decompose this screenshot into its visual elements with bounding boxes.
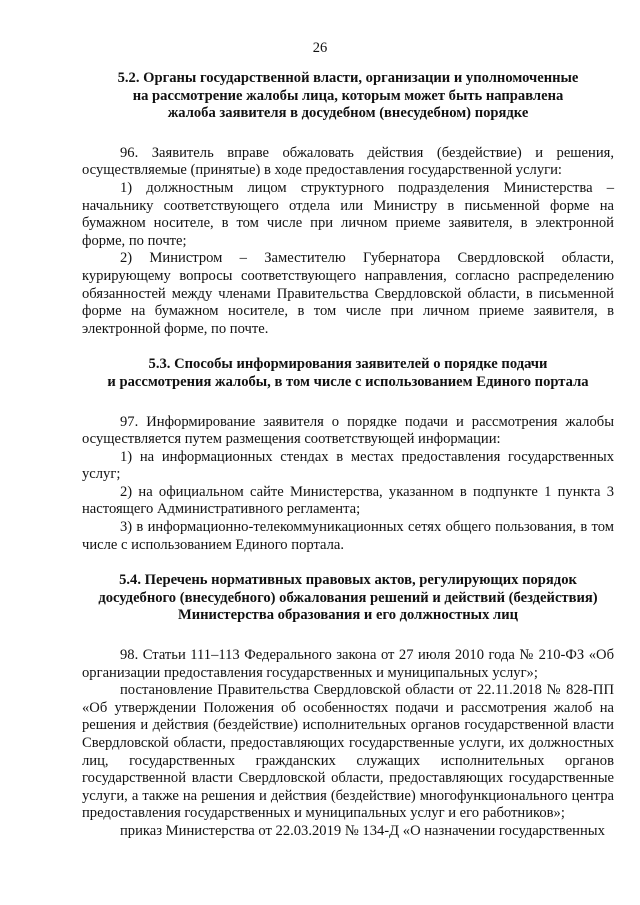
section-heading-5-2	[82, 70, 614, 123]
paragraph: 1) на информационных стендах в местах предоставления государственных услуг;	[82, 448, 614, 483]
section-heading-5-3	[82, 356, 614, 391]
heading-line: 5.4. Перечень нормативных правовых актов, регулирующих порядок	[119, 572, 577, 589]
paragraph: 96. Заявитель вправе обжаловать действия (бездействие) и решения, осуществляемые (принятые) в ходе предоставления государственной услуги:	[82, 144, 614, 179]
paragraph: 1) должностным лицом структурного подразделения Министерства – начальнику соответствующего отдела или Министру в письменной форме на бумажном носителе, в том числе при личном приеме заявителя, в электронной форме, по почте;	[82, 179, 614, 249]
heading-line: досудебного (внесудебного) обжалования решений и действий (бездействия)	[98, 589, 598, 606]
paragraph: 98. Статьи 111–113 Федерального закона от 27 июля 2010 года № 210-ФЗ «Об организации предоставления государственных и муниципальных услуг»;	[82, 647, 614, 681]
page-number: 26	[312, 40, 328, 56]
section-heading-5-4	[82, 572, 614, 625]
paragraph: 3) в информационно-телекоммуникационных сетях общего пользования, в том числе с использованием Единого портала.	[82, 519, 614, 553]
truncated-paragraph-wrapper	[82, 823, 614, 841]
heading-line: и рассмотрения жалобы, в том числе с использованием Единого портала	[107, 373, 589, 390]
paragraph: 2) на официальном сайте Министерства, указанном в подпункте 1 пункта 3 настоящего Административного регламента;	[82, 483, 614, 518]
heading-line: Министерства образования и его должностных лиц	[177, 607, 519, 624]
paragraph: приказ Министерства от 22.03.2019 № 134-Д «О назначении государственных	[120, 822, 605, 839]
heading-line: жалоба заявителя в досудебном (внесудебном) порядке	[167, 105, 529, 122]
heading-line: 5.2. Органы государственной власти, организации и уполномоченные	[117, 70, 579, 86]
heading-line: на рассмотрение жалобы лица, которым может быть направлена	[132, 87, 564, 104]
paragraph: 2) Министром – Заместителю Губернатора Свердловской области, курирующему вопросы соответствующего направления, согласно распределению обязанностей между членами Правительства Свердловской области, в письменной форме на бумажном носителе, в том числе при личном приеме заявителя, в электронной форме, по почте.	[82, 250, 614, 337]
paragraph: постановление Правительства Свердловской области от 22.11.2018 № 828-ПП «Об утверждении Положения об особенностях подачи и рассмотрения жалоб на решения и действия (бездействие) исполнительных органов государственной власти Свердловской области, предоставляющих государственные услуги, их должностных лиц, государственных гражданских служащих исполнительных органов государственной власти Свердловской области, предоставляющих государственные услуги, а также на решения и действия (бездействие) многофункционального центра предоставления государственных и муниципальных услуг и его работников»;	[82, 682, 614, 822]
document-body	[82, 70, 614, 841]
heading-line: 5.3. Способы информирования заявителей о порядке подачи	[148, 356, 548, 373]
paragraph: 97. Информирование заявителя о порядке подачи и рассмотрения жалобы осуществляется путем размещения соответствующей информации:	[82, 413, 614, 448]
